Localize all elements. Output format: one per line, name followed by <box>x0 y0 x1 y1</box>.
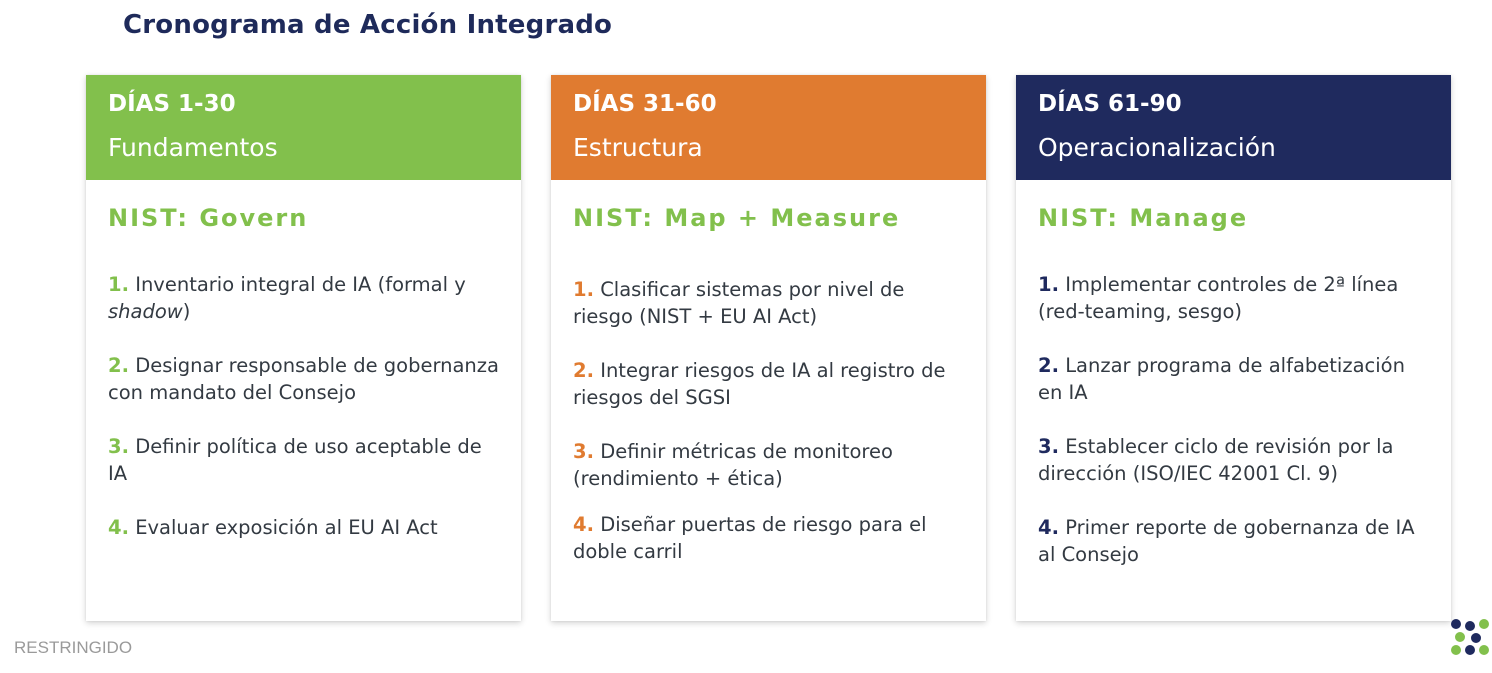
list-item <box>108 271 499 325</box>
list-item <box>1038 352 1429 406</box>
item-number: 4. <box>1038 516 1059 539</box>
action-list-2 <box>551 250 986 565</box>
nist-label-3: NIST: Manage <box>1038 204 1249 232</box>
phase-card-2 <box>551 75 986 621</box>
phase-card-1 <box>86 75 521 621</box>
item-text: Integrar riesgos de IA al registro de riesgos del SGSI <box>573 359 946 409</box>
item-text: Primer reporte de gobernanza de IA al Consejo <box>1038 516 1415 566</box>
item-text: Definir métricas de monitoreo (rendimiento + ética) <box>573 440 893 490</box>
item-number: 2. <box>108 354 129 377</box>
item-number: 2. <box>1038 354 1059 377</box>
dots-logo-icon <box>1450 617 1490 657</box>
days-label-2: DÍAS 31-60 <box>573 91 717 117</box>
page-title: Cronograma de Acción Integrado <box>123 10 613 40</box>
action-list-3 <box>1016 250 1451 568</box>
item-text: Implementar controles de 2ª línea (red-teaming, sesgo) <box>1038 273 1399 323</box>
item-text: Inventario integral de IA (formal y <box>135 273 466 296</box>
action-list-1 <box>86 250 521 541</box>
card-header-3 <box>1016 75 1451 180</box>
list-item <box>1038 514 1429 568</box>
list-item <box>573 357 964 411</box>
phase-card-3 <box>1016 75 1451 621</box>
card-header-2 <box>551 75 986 180</box>
item-text: Establecer ciclo de revisión por la dirección (ISO/IEC 42001 Cl. 9) <box>1038 435 1394 485</box>
item-text: Evaluar exposición al EU AI Act <box>135 516 438 539</box>
classification-label: RESTRINGIDO <box>14 638 133 657</box>
list-item <box>108 433 499 487</box>
phase-name-3: Operacionalización <box>1038 133 1276 162</box>
nist-label-2: NIST: Map + Measure <box>573 204 901 232</box>
list-item <box>573 438 964 492</box>
item-number: 4. <box>108 516 129 539</box>
item-number: 1. <box>573 278 594 301</box>
list-item <box>1038 271 1429 325</box>
item-number: 1. <box>108 273 129 296</box>
item-text-end: ) <box>182 300 191 323</box>
list-item <box>108 514 499 541</box>
item-text: Designar responsable de gobernanza con mandato del Consejo <box>108 354 499 404</box>
item-text: Definir política de uso aceptable de IA <box>108 435 482 485</box>
days-label-1: DÍAS 1-30 <box>108 91 236 117</box>
item-number: 3. <box>1038 435 1059 458</box>
phase-name-1: Fundamentos <box>108 133 278 162</box>
item-text: Clasificar sistemas por nivel de riesgo (NIST + EU AI Act) <box>573 278 905 328</box>
item-number: 4. <box>573 513 594 536</box>
list-item <box>108 352 499 406</box>
item-text: Diseñar puertas de riesgo para el doble carril <box>573 513 927 563</box>
list-item <box>573 511 964 565</box>
phase-name-2: Estructura <box>573 133 703 162</box>
card-header-1 <box>86 75 521 180</box>
item-number: 3. <box>573 440 594 463</box>
list-item <box>573 276 964 330</box>
item-number: 1. <box>1038 273 1059 296</box>
list-item <box>1038 433 1429 487</box>
days-label-3: DÍAS 61-90 <box>1038 91 1182 117</box>
item-text: Lanzar programa de alfabetización en IA <box>1038 354 1405 404</box>
item-text-emphasis: shadow <box>108 300 183 323</box>
nist-label-1: NIST: Govern <box>108 204 309 232</box>
item-number: 3. <box>108 435 129 458</box>
item-number: 2. <box>573 359 594 382</box>
